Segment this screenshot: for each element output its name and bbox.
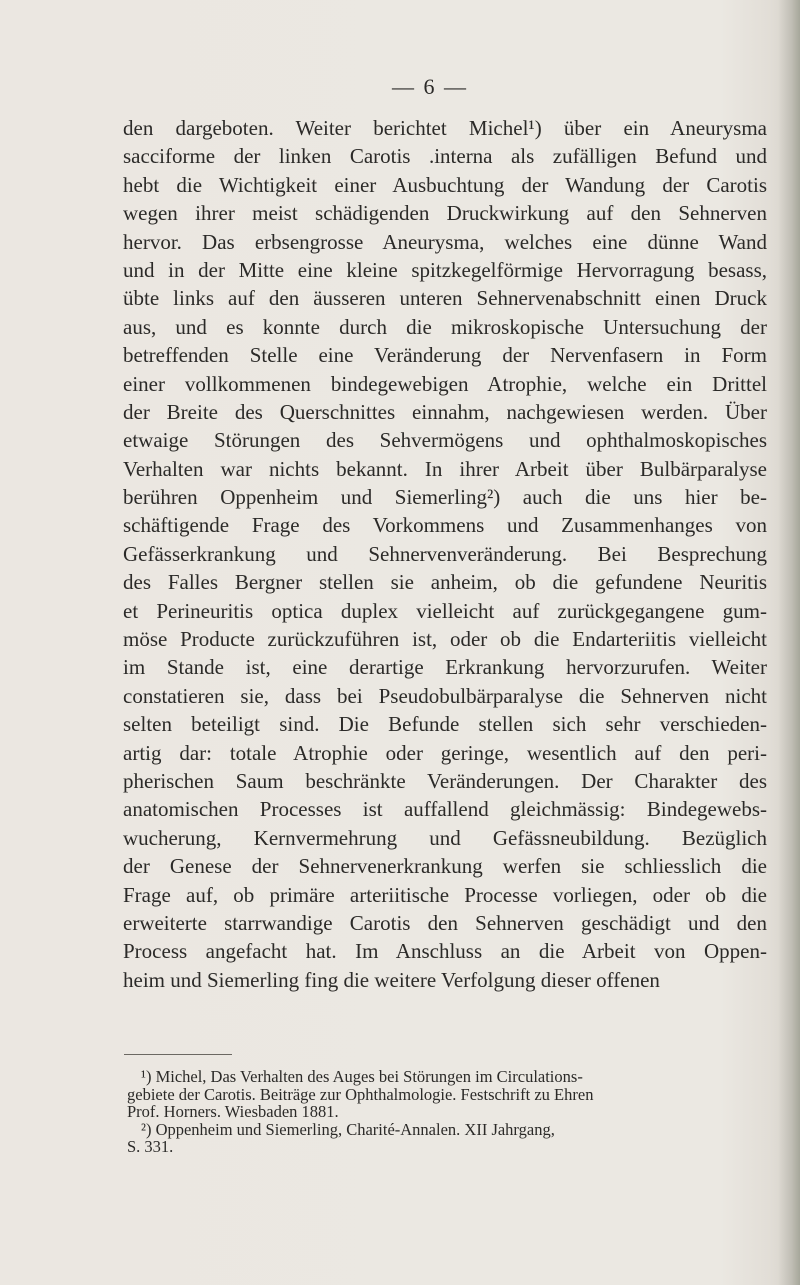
text-line: heim und Siemerling fing die weitere Verfolgung dieser offenen (123, 967, 660, 992)
page-edge-shadow (778, 0, 800, 1285)
text-line: constatieren sie, dass bei Pseudobulbärparalyse die Sehnerven nicht (123, 683, 767, 708)
text-line: pherischen Saum beschränkte Veränderungen. Der Charakter des (123, 768, 767, 793)
page-number: — 6 — (392, 74, 468, 99)
text-line: wegen ihrer meist schädigenden Druckwirkung auf den Sehnerven (123, 201, 767, 226)
text-line: den dargeboten. Weiter berichtet Michel¹) über ein Aneurysma (123, 116, 767, 140)
text-line: selten beteiligt sind. Die Befunde stellen sich sehr verschieden- (123, 712, 767, 737)
text-line: Process angefacht hat. Im Anschluss an die Arbeit von Oppen- (123, 939, 767, 964)
footnote-separator (124, 1054, 232, 1055)
text-line: aus, und es konnte durch die mikroskopische Untersuchung der (123, 314, 767, 339)
text-line: Verhalten war nichts bekannt. In ihrer Arbeit über Bulbärparalyse (123, 456, 767, 481)
text-line: schäftigende Frage des Vorkommens und Zusammenhanges von (123, 513, 767, 538)
text-line: Gefässerkrankung und Sehnervenveränderung. Bei Besprechung (123, 541, 767, 566)
text-line: und in der Mitte eine kleine spitzkegelförmige Hervorragung besass, (123, 257, 767, 282)
text-line: der Breite des Querschnittes einnahm, nachgewiesen werden. Über (123, 399, 767, 424)
text-line: Frage auf, ob primäre arteriitische Processe vorliegen, oder ob die (123, 882, 767, 907)
text-line: erweiterte starrwandige Carotis den Sehnerven geschädigt und den (123, 910, 767, 935)
footnote-line: S. 331. (127, 1137, 174, 1156)
footnote-line: ²) Oppenheim und Siemerling, Charité-Annalen. XII Jahrgang, (141, 1119, 555, 1139)
text-line: et Perineuritis optica duplex vielleicht auf zurückgegangene gum- (123, 598, 767, 623)
footnote-line: gebiete der Carotis. Beiträge zur Ophthalmologie. Festschrift zu Ehren (127, 1084, 594, 1104)
text-line: betreffenden Stelle eine Veränderung der Nervenfasern in Form (123, 343, 767, 368)
text-line: berühren Oppenheim und Siemerling²) auch die uns hier be- (123, 485, 767, 510)
main-text-block (123, 114, 767, 994)
text-line: hebt die Wichtigkeit einer Ausbuchtung der Wandung der Carotis (123, 172, 767, 197)
footnote-line: ¹) Michel, Das Verhalten des Auges bei Störungen im Circulations- (141, 1067, 583, 1086)
text-line: anatomischen Processes ist auffallend gleichmässig: Bindegewebs- (123, 797, 767, 822)
text-line: sacciforme der linken Carotis .interna als zufälligen Befund und (123, 144, 767, 169)
footnotes-block (127, 1068, 763, 1156)
text-line: möse Producte zurückzuführen ist, oder ob die Endarteriitis vielleicht (123, 627, 767, 652)
text-line: hervor. Das erbsengrosse Aneurysma, welches eine dünne Wand (123, 229, 767, 254)
text-line: des Falles Bergner stellen sie anheim, ob die gefundene Neuritis (123, 570, 767, 595)
text-line: artig dar: totale Atrophie oder geringe, wesentlich auf den peri- (123, 740, 767, 765)
footnote-line: Prof. Horners. Wiesbaden 1881. (127, 1102, 339, 1121)
text-line: im Stande ist, eine derartige Erkrankung hervorzurufen. Weiter (123, 655, 767, 680)
text-line: wucherung, Kernvermehrung und Gefässneubildung. Bezüglich (123, 825, 767, 850)
text-line: der Genese der Sehnervenerkrankung werfen sie schliesslich die (123, 854, 767, 879)
text-line: übte links auf den äusseren unteren Sehnervenabschnitt einen Druck (123, 286, 767, 311)
text-line: einer vollkommenen bindegewebigen Atrophie, welche ein Drittel (123, 371, 767, 396)
text-line: etwaige Störungen des Sehvermögens und ophthalmoskopisches (123, 428, 767, 453)
